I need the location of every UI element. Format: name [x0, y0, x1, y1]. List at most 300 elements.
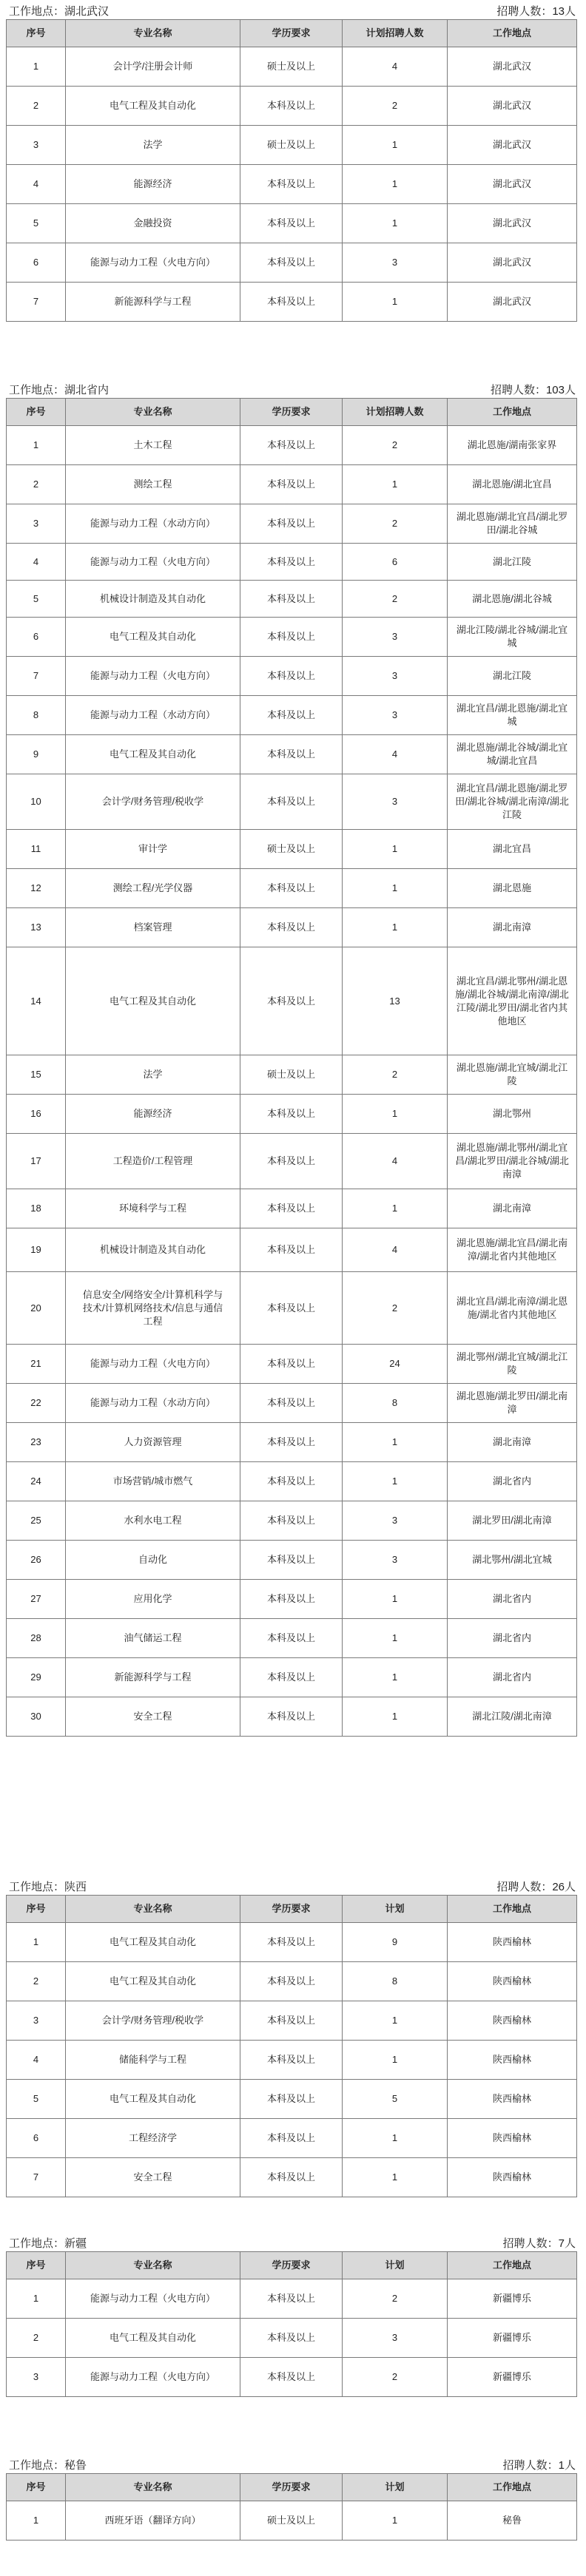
cell-num: 6: [343, 544, 448, 581]
cell-place: 湖北宜昌/湖北恩施/湖北罗田/湖北谷城/湖北南漳/湖北江陵: [448, 774, 577, 830]
cell-no: 7: [7, 657, 66, 696]
table-row: [7, 581, 577, 618]
cell-place: 湖北宜昌/湖北南漳/湖北恩施/湖北省内其他地区: [448, 1272, 577, 1345]
table-row: [7, 2080, 577, 2119]
table-row: [7, 283, 577, 322]
cell-num: 2: [343, 426, 448, 465]
table-row: [7, 947, 577, 1055]
cell-major: 电气工程及其自动化: [66, 735, 240, 774]
table-row: [7, 1228, 577, 1272]
cell-major: 市场营销/城市燃气: [66, 1462, 240, 1501]
cell-place: 湖北恩施/湖北宜城/湖北江陵: [448, 1055, 577, 1095]
cell-place: 湖北省内: [448, 1658, 577, 1697]
table-row: [7, 1697, 577, 1737]
column-header-place: 工作地点: [448, 399, 577, 426]
cell-edu: 本科及以上: [240, 1501, 343, 1541]
cell-num: 1: [343, 1580, 448, 1619]
cell-edu: 本科及以上: [240, 544, 343, 581]
cell-edu: 硕士及以上: [240, 2501, 343, 2540]
cell-place: 湖北宜昌: [448, 830, 577, 869]
cell-num: 3: [343, 1501, 448, 1541]
cell-major: 能源与动力工程（水动方向）: [66, 1384, 240, 1423]
cell-major: 新能源科学与工程: [66, 283, 240, 322]
cell-major: 机械设计制造及其自动化: [66, 1228, 240, 1272]
table-row: [7, 1384, 577, 1423]
column-header-place: 工作地点: [448, 1896, 577, 1923]
table-row: [7, 869, 577, 908]
cell-edu: 本科及以上: [240, 2001, 343, 2041]
cell-num: 1: [343, 1619, 448, 1658]
cell-edu: 本科及以上: [240, 1923, 343, 1962]
cell-no: 27: [7, 1580, 66, 1619]
cell-major: 水利水电工程: [66, 1501, 240, 1541]
cell-no: 5: [7, 581, 66, 618]
cell-place: 湖北宜昌/湖北鄂州/湖北恩施/湖北谷城/湖北南漳/湖北江陵/湖北罗田/湖北省内其他地区: [448, 947, 577, 1055]
table-row: [7, 1541, 577, 1580]
cell-no: 7: [7, 283, 66, 322]
cell-major: 能源与动力工程（火电方向）: [66, 243, 240, 283]
cell-no: 1: [7, 1923, 66, 1962]
table-row: [7, 2158, 577, 2197]
cell-num: 1: [343, 830, 448, 869]
cell-major: 测绘工程: [66, 465, 240, 504]
hiring-count-label: 招聘人数：13人: [496, 5, 576, 18]
column-header-no: 序号: [7, 2474, 66, 2501]
cell-major: 信息安全/网络安全/计算机科学与技术/计算机网络技术/信息与通信工程: [66, 1272, 240, 1345]
cell-no: 28: [7, 1619, 66, 1658]
cell-major: 能源经济: [66, 1095, 240, 1134]
cell-edu: 本科及以上: [240, 1228, 343, 1272]
cell-num: 1: [343, 283, 448, 322]
cell-no: 6: [7, 243, 66, 283]
cell-major: 安全工程: [66, 2158, 240, 2197]
column-header-num: 计划: [343, 1896, 448, 1923]
cell-num: 4: [343, 1134, 448, 1189]
section-3: [0, 1876, 586, 2197]
cell-edu: 硕士及以上: [240, 126, 343, 165]
cell-major: 工程造价/工程管理: [66, 1134, 240, 1189]
cell-num: 2: [343, 2279, 448, 2319]
cell-edu: 硕士及以上: [240, 47, 343, 87]
cell-edu: 本科及以上: [240, 2119, 343, 2158]
cell-place: 湖北江陵: [448, 544, 577, 581]
cell-place: 湖北南漳: [448, 1189, 577, 1228]
section-2: [0, 379, 586, 1737]
cell-place: 湖北南漳: [448, 908, 577, 947]
cell-major: 电气工程及其自动化: [66, 1962, 240, 2001]
cell-num: 1: [343, 2041, 448, 2080]
cell-major: 审计学: [66, 830, 240, 869]
cell-no: 14: [7, 947, 66, 1055]
cell-edu: 本科及以上: [240, 2158, 343, 2197]
table-row: [7, 774, 577, 830]
cell-num: 13: [343, 947, 448, 1055]
cell-no: 3: [7, 2001, 66, 2041]
cell-num: 2: [343, 1272, 448, 1345]
table-row: [7, 426, 577, 465]
cell-major: 环境科学与工程: [66, 1189, 240, 1228]
cell-edu: 本科及以上: [240, 2041, 343, 2080]
work-location-label: 工作地点：新疆: [9, 2237, 87, 2250]
cell-num: 8: [343, 1384, 448, 1423]
table-row: [7, 87, 577, 126]
cell-num: 4: [343, 47, 448, 87]
cell-no: 13: [7, 908, 66, 947]
jobs-table: [6, 19, 577, 322]
column-header-edu: 学历要求: [240, 399, 343, 426]
cell-num: 1: [343, 1462, 448, 1501]
cell-no: 18: [7, 1189, 66, 1228]
cell-num: 4: [343, 735, 448, 774]
cell-num: 1: [343, 2158, 448, 2197]
table-row: [7, 1962, 577, 2001]
cell-place: 湖北鄂州/湖北宜城/湖北江陵: [448, 1345, 577, 1384]
cell-edu: 本科及以上: [240, 1423, 343, 1462]
column-header-major: 专业名称: [66, 1896, 240, 1923]
cell-no: 11: [7, 830, 66, 869]
jobs-table: [6, 1895, 577, 2197]
cell-major: 电气工程及其自动化: [66, 1923, 240, 1962]
cell-num: 3: [343, 774, 448, 830]
cell-num: 1: [343, 1189, 448, 1228]
section-5: [0, 2454, 586, 2540]
cell-no: 8: [7, 696, 66, 735]
work-location-label: 工作地点：秘鲁: [9, 2459, 87, 2472]
table-row: [7, 1272, 577, 1345]
cell-place: 湖北鄂州/湖北宜城: [448, 1541, 577, 1580]
cell-no: 24: [7, 1462, 66, 1501]
cell-major: 金融投资: [66, 204, 240, 243]
cell-place: 陕西榆林: [448, 2001, 577, 2041]
cell-edu: 本科及以上: [240, 1095, 343, 1134]
cell-major: 安全工程: [66, 1697, 240, 1737]
cell-major: 能源与动力工程（火电方向）: [66, 544, 240, 581]
cell-edu: 本科及以上: [240, 869, 343, 908]
cell-num: 2: [343, 504, 448, 544]
column-header-place: 工作地点: [448, 2474, 577, 2501]
cell-no: 16: [7, 1095, 66, 1134]
cell-place: 湖北恩施/湖北谷城: [448, 581, 577, 618]
cell-edu: 本科及以上: [240, 283, 343, 322]
cell-edu: 本科及以上: [240, 657, 343, 696]
cell-major: 测绘工程/光学仪器: [66, 869, 240, 908]
cell-no: 2: [7, 465, 66, 504]
cell-place: 湖北恩施/湖北宜昌/湖北南漳/湖北省内其他地区: [448, 1228, 577, 1272]
cell-edu: 本科及以上: [240, 2319, 343, 2358]
cell-major: 会计学/财务管理/税收学: [66, 774, 240, 830]
cell-place: 湖北武汉: [448, 243, 577, 283]
cell-edu: 本科及以上: [240, 504, 343, 544]
cell-no: 5: [7, 204, 66, 243]
cell-no: 12: [7, 869, 66, 908]
cell-no: 22: [7, 1384, 66, 1423]
cell-num: 3: [343, 243, 448, 283]
cell-no: 4: [7, 165, 66, 204]
cell-num: 24: [343, 1345, 448, 1384]
cell-major: 法学: [66, 126, 240, 165]
cell-major: 电气工程及其自动化: [66, 618, 240, 657]
cell-num: 3: [343, 696, 448, 735]
cell-num: 8: [343, 1962, 448, 2001]
cell-major: 能源与动力工程（火电方向）: [66, 2358, 240, 2397]
cell-num: 1: [343, 204, 448, 243]
cell-num: 1: [343, 1658, 448, 1697]
cell-no: 17: [7, 1134, 66, 1189]
column-header-num: 计划: [343, 2252, 448, 2279]
hiring-count-label: 招聘人数：1人: [502, 2459, 576, 2472]
cell-edu: 硕士及以上: [240, 1055, 343, 1095]
cell-num: 1: [343, 2119, 448, 2158]
table-row: [7, 204, 577, 243]
cell-no: 6: [7, 2119, 66, 2158]
table-row: [7, 1580, 577, 1619]
cell-num: 2: [343, 1055, 448, 1095]
cell-no: 6: [7, 618, 66, 657]
cell-num: 9: [343, 1923, 448, 1962]
section-header: [0, 1876, 586, 1895]
cell-edu: 本科及以上: [240, 1134, 343, 1189]
column-header-edu: 学历要求: [240, 2474, 343, 2501]
table-row: [7, 2358, 577, 2397]
cell-edu: 本科及以上: [240, 204, 343, 243]
table-row: [7, 2279, 577, 2319]
cell-place: 秘鲁: [448, 2501, 577, 2540]
section-4: [0, 2232, 586, 2397]
cell-no: 3: [7, 2358, 66, 2397]
cell-num: 2: [343, 87, 448, 126]
cell-edu: 本科及以上: [240, 1345, 343, 1384]
cell-no: 23: [7, 1423, 66, 1462]
cell-place: 新疆博乐: [448, 2358, 577, 2397]
cell-num: 4: [343, 1228, 448, 1272]
section-header: [0, 2232, 586, 2251]
column-header-no: 序号: [7, 2252, 66, 2279]
cell-edu: 本科及以上: [240, 1384, 343, 1423]
table-row: [7, 1501, 577, 1541]
cell-no: 1: [7, 47, 66, 87]
cell-major: 能源与动力工程（火电方向）: [66, 1345, 240, 1384]
cell-edu: 本科及以上: [240, 947, 343, 1055]
cell-major: 能源与动力工程（火电方向）: [66, 657, 240, 696]
table-row: [7, 830, 577, 869]
cell-edu: 本科及以上: [240, 1189, 343, 1228]
table-row: [7, 1345, 577, 1384]
table-row: [7, 908, 577, 947]
cell-num: 3: [343, 1541, 448, 1580]
table-row: [7, 465, 577, 504]
cell-place: 湖北罗田/湖北南漳: [448, 1501, 577, 1541]
table-header-row: [7, 2474, 577, 2501]
cell-no: 7: [7, 2158, 66, 2197]
cell-place: 湖北武汉: [448, 126, 577, 165]
cell-place: 湖北恩施/湖北鄂州/湖北宜昌/湖北罗田/湖北谷城/湖北南漳: [448, 1134, 577, 1189]
cell-edu: 本科及以上: [240, 1658, 343, 1697]
work-location-label: 工作地点：陕西: [9, 1881, 87, 1893]
cell-no: 21: [7, 1345, 66, 1384]
hiring-count-label: 招聘人数：7人: [502, 2237, 576, 2250]
cell-place: 湖北武汉: [448, 47, 577, 87]
cell-edu: 本科及以上: [240, 465, 343, 504]
cell-no: 15: [7, 1055, 66, 1095]
cell-place: 新疆博乐: [448, 2319, 577, 2358]
table-row: [7, 657, 577, 696]
cell-edu: 本科及以上: [240, 2358, 343, 2397]
cell-num: 1: [343, 1095, 448, 1134]
table-header-row: [7, 20, 577, 47]
cell-place: 湖北恩施/湖北谷城/湖北宜城/湖北宜昌: [448, 735, 577, 774]
column-header-no: 序号: [7, 1896, 66, 1923]
cell-edu: 本科及以上: [240, 165, 343, 204]
section-1: [0, 0, 586, 322]
table-row: [7, 1923, 577, 1962]
table-row: [7, 126, 577, 165]
cell-major: 人力资源管理: [66, 1423, 240, 1462]
cell-place: 湖北江陵/湖北南漳: [448, 1697, 577, 1737]
cell-no: 4: [7, 544, 66, 581]
column-header-place: 工作地点: [448, 20, 577, 47]
cell-place: 湖北恩施/湖北罗田/湖北南漳: [448, 1384, 577, 1423]
cell-num: 1: [343, 2001, 448, 2041]
table-row: [7, 2501, 577, 2540]
column-header-num: 计划招聘人数: [343, 20, 448, 47]
cell-edu: 硕士及以上: [240, 830, 343, 869]
cell-edu: 本科及以上: [240, 2080, 343, 2119]
cell-major: 应用化学: [66, 1580, 240, 1619]
cell-edu: 本科及以上: [240, 243, 343, 283]
cell-edu: 本科及以上: [240, 1697, 343, 1737]
cell-major: 能源与动力工程（火电方向）: [66, 2279, 240, 2319]
table-row: [7, 1658, 577, 1697]
cell-no: 4: [7, 2041, 66, 2080]
work-location-label: 工作地点：湖北武汉: [9, 5, 110, 18]
cell-place: 湖北宜昌/湖北恩施/湖北宜城: [448, 696, 577, 735]
cell-place: 湖北武汉: [448, 283, 577, 322]
cell-place: 湖北省内: [448, 1619, 577, 1658]
cell-place: 陕西榆林: [448, 2041, 577, 2080]
table-row: [7, 2119, 577, 2158]
cell-edu: 本科及以上: [240, 696, 343, 735]
column-header-num: 计划招聘人数: [343, 399, 448, 426]
cell-major: 油气储运工程: [66, 1619, 240, 1658]
jobs-table: [6, 398, 577, 1737]
table-header-row: [7, 399, 577, 426]
cell-num: 1: [343, 1423, 448, 1462]
cell-no: 20: [7, 1272, 66, 1345]
table-row: [7, 1619, 577, 1658]
cell-num: 1: [343, 465, 448, 504]
cell-no: 1: [7, 2501, 66, 2540]
cell-place: 湖北恩施/湖北宜昌/湖北罗田/湖北谷城: [448, 504, 577, 544]
cell-edu: 本科及以上: [240, 1541, 343, 1580]
table-row: [7, 1095, 577, 1134]
cell-num: 1: [343, 908, 448, 947]
cell-no: 5: [7, 2080, 66, 2119]
table-row: [7, 504, 577, 544]
cell-edu: 本科及以上: [240, 426, 343, 465]
column-header-edu: 学历要求: [240, 20, 343, 47]
cell-major: 能源与动力工程（水动方向）: [66, 504, 240, 544]
cell-num: 1: [343, 126, 448, 165]
cell-major: 电气工程及其自动化: [66, 87, 240, 126]
cell-no: 2: [7, 1962, 66, 2001]
cell-place: 湖北省内: [448, 1580, 577, 1619]
cell-no: 29: [7, 1658, 66, 1697]
cell-place: 湖北江陵/湖北谷城/湖北宜城: [448, 618, 577, 657]
table-row: [7, 1462, 577, 1501]
cell-place: 陕西榆林: [448, 1962, 577, 2001]
section-header: [0, 379, 586, 398]
table-row: [7, 618, 577, 657]
table-row: [7, 47, 577, 87]
cell-no: 3: [7, 504, 66, 544]
table-header-row: [7, 1896, 577, 1923]
cell-place: 湖北省内: [448, 1462, 577, 1501]
cell-major: 自动化: [66, 1541, 240, 1580]
column-header-place: 工作地点: [448, 2252, 577, 2279]
cell-place: 陕西榆林: [448, 1923, 577, 1962]
cell-major: 储能科学与工程: [66, 2041, 240, 2080]
table-row: [7, 1423, 577, 1462]
cell-num: 3: [343, 657, 448, 696]
section-header: [0, 0, 586, 19]
cell-edu: 本科及以上: [240, 908, 343, 947]
cell-num: 3: [343, 2319, 448, 2358]
cell-no: 2: [7, 87, 66, 126]
cell-major: 工程经济学: [66, 2119, 240, 2158]
column-header-no: 序号: [7, 20, 66, 47]
table-row: [7, 696, 577, 735]
table-row: [7, 2319, 577, 2358]
cell-edu: 本科及以上: [240, 1962, 343, 2001]
table-row: [7, 735, 577, 774]
column-header-no: 序号: [7, 399, 66, 426]
hiring-count-label: 招聘人数：103人: [490, 384, 576, 396]
cell-major: 电气工程及其自动化: [66, 947, 240, 1055]
column-header-edu: 学历要求: [240, 1896, 343, 1923]
table-row: [7, 1055, 577, 1095]
cell-no: 2: [7, 2319, 66, 2358]
column-header-edu: 学历要求: [240, 2252, 343, 2279]
cell-major: 档案管理: [66, 908, 240, 947]
cell-major: 能源经济: [66, 165, 240, 204]
cell-num: 5: [343, 2080, 448, 2119]
cell-edu: 本科及以上: [240, 1272, 343, 1345]
cell-no: 25: [7, 1501, 66, 1541]
cell-edu: 本科及以上: [240, 618, 343, 657]
cell-place: 陕西榆林: [448, 2080, 577, 2119]
cell-place: 陕西榆林: [448, 2158, 577, 2197]
cell-place: 湖北武汉: [448, 165, 577, 204]
table-header-row: [7, 2252, 577, 2279]
cell-major: 法学: [66, 1055, 240, 1095]
cell-edu: 本科及以上: [240, 1462, 343, 1501]
cell-major: 新能源科学与工程: [66, 1658, 240, 1697]
cell-place: 湖北恩施: [448, 869, 577, 908]
cell-no: 9: [7, 735, 66, 774]
cell-place: 湖北鄂州: [448, 1095, 577, 1134]
cell-no: 1: [7, 2279, 66, 2319]
cell-num: 2: [343, 581, 448, 618]
cell-place: 湖北南漳: [448, 1423, 577, 1462]
cell-edu: 本科及以上: [240, 581, 343, 618]
cell-num: 1: [343, 2501, 448, 2540]
cell-no: 26: [7, 1541, 66, 1580]
cell-place: 湖北恩施/湖南张家界: [448, 426, 577, 465]
cell-place: 湖北恩施/湖北宜昌: [448, 465, 577, 504]
column-header-major: 专业名称: [66, 2474, 240, 2501]
cell-major: 电气工程及其自动化: [66, 2080, 240, 2119]
cell-major: 机械设计制造及其自动化: [66, 581, 240, 618]
